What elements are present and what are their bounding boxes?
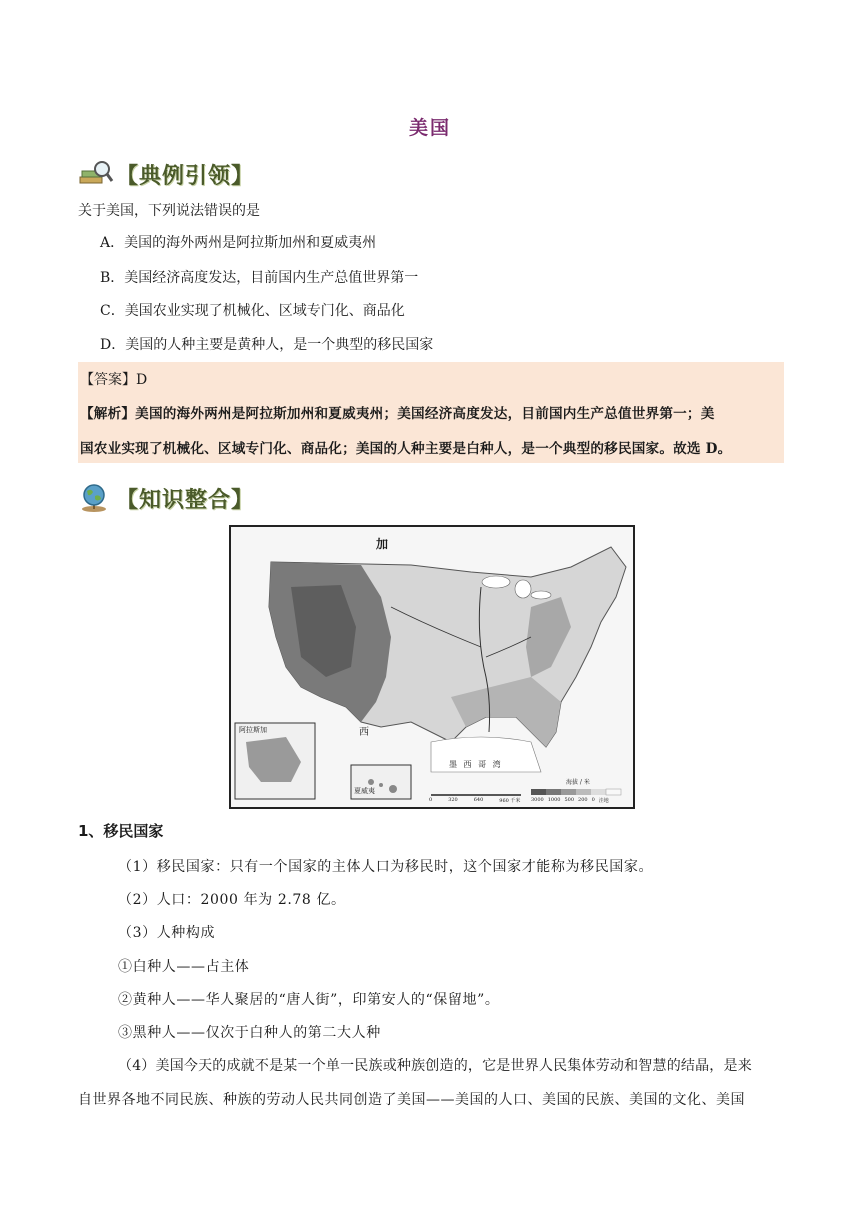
- item-2: （2）人口：2000 年为 2.78 亿。: [118, 892, 346, 908]
- option-c: C．美国农业实现了机械化、区域专门化、商品化: [100, 303, 405, 319]
- analysis-line-1: 【解析】美国的海外两州是阿拉斯加州和夏威夷州；美国经济高度发达，目前国内生产总值世界第一；美: [80, 406, 715, 422]
- item-3b: ②黄种人——华人聚居的“唐人街”，印第安人的“保留地”。: [118, 992, 500, 1008]
- magnifier-books-icon: [78, 159, 114, 189]
- map-label-hawaii: 夏威夷: [354, 787, 375, 795]
- section-label-examples: 【典例引领】: [116, 163, 255, 189]
- elevation-legend: [531, 789, 621, 795]
- section-label-knowledge: 【知识整合】: [116, 487, 255, 513]
- map-label-gulf: 墨 西 哥 湾: [449, 760, 503, 769]
- map-graphic: [231, 527, 633, 807]
- usa-terrain-map: [229, 525, 635, 809]
- map-label-canada: 加: [376, 537, 389, 551]
- section-header-knowledge: [78, 481, 254, 515]
- item-1: （1）移民国家：只有一个国家的主体人口为移民时，这个国家才能称为移民国家。: [118, 859, 654, 875]
- item-3a: ①白种人——占主体: [118, 959, 250, 975]
- item-3: （3）人种构成: [118, 925, 216, 941]
- section-header-examples: [78, 157, 254, 191]
- item-4-line-2: 自世界各地不同民族、种族的劳动人民共同创造了美国——美国的人口、美国的民族、美国的文化、美国: [78, 1092, 745, 1108]
- scale-labels: 0 320 640 960 千米: [429, 797, 521, 804]
- globe-icon: [78, 483, 114, 513]
- map-label-mexico: 西: [359, 727, 369, 738]
- answer-label: 【答案】: [80, 372, 136, 388]
- option-a: A．美国的海外两州是阿拉斯加州和夏威夷州: [100, 235, 377, 251]
- item-4-line-1: （4）美国今天的成就不是某一个单一民族或种族创造的，它是世界人民集体劳动和智慧的结晶，是来: [118, 1058, 752, 1074]
- analysis-line-2: 国农业实现了机械化、区域专门化、商品化；美国的人种主要是白种人，是一个典型的移民国家。故选 D。: [80, 441, 732, 457]
- item-3c: ③黑种人——仅次于白种人的第二大人种: [118, 1025, 381, 1041]
- map-label-legend: 海拔 / 米: [566, 779, 590, 786]
- option-b: B．美国经济高度发达，目前国内生产总值世界第一: [100, 270, 419, 286]
- answer-line: [80, 369, 147, 389]
- question-stem: 关于美国，下列说法错误的是: [78, 203, 260, 219]
- page-title: 美国: [408, 117, 451, 139]
- answer-value: D: [136, 372, 148, 388]
- legend-values: 3000 1000 500 200 0 洼地: [531, 797, 609, 804]
- option-d: D．美国的人种主要是黄种人，是一个典型的移民国家: [100, 337, 434, 353]
- section-heading-immigration: 1、移民国家: [78, 822, 164, 840]
- map-label-alaska: 阿拉斯加: [239, 726, 267, 734]
